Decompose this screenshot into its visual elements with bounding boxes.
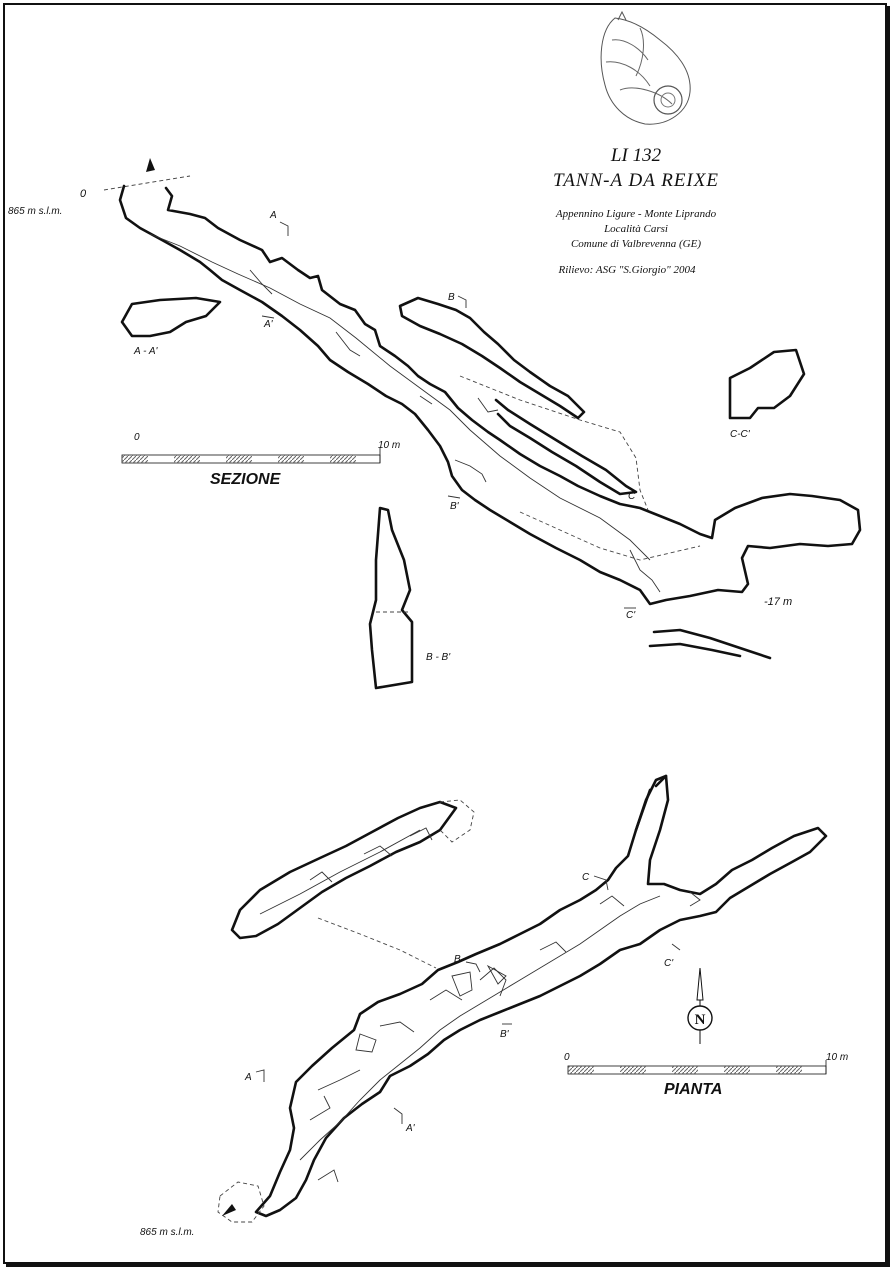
cave-id: LI 132: [610, 145, 662, 166]
marker-A: A: [270, 210, 277, 221]
section-scale-end: 10 m: [378, 440, 401, 451]
cross-section-C-shape: [730, 350, 804, 418]
cave-name: TANN-A DA REIXE: [553, 170, 719, 191]
plan-marker-C: C: [582, 872, 590, 883]
north-label: N: [694, 1012, 706, 1028]
plan-entrance-altitude: 865 m s.l.m.: [140, 1227, 195, 1238]
section-entrance-altitude: 865 m s.l.m.: [8, 206, 63, 217]
cross-section-B-shape: [370, 508, 412, 688]
plan-entrance-arrow-icon: [222, 1204, 236, 1216]
section-scale-bar: [122, 432, 400, 463]
cross-section-C-label: C-C': [730, 429, 750, 440]
section-scale-start: 0: [134, 432, 140, 443]
marker-B-prime: B': [450, 501, 459, 512]
plan-marker-B: B: [454, 954, 461, 965]
section-depth-zero: 0: [80, 188, 87, 200]
plan-view: [140, 776, 848, 1238]
plan-marker-B-prime: B': [500, 1029, 509, 1040]
marker-C: C: [628, 491, 636, 502]
plan-title: PIANTA: [664, 1081, 723, 1098]
entrance-arrow-icon: [146, 158, 155, 172]
plan-scale-start: 0: [564, 1052, 570, 1063]
marker-C-prime: C': [626, 610, 636, 621]
plan-scale-end: 10 m: [826, 1052, 849, 1063]
plan-marker-A-prime: A': [406, 1123, 415, 1134]
cross-section-A-label: A - A': [134, 346, 158, 357]
section-title: SEZIONE: [210, 471, 281, 488]
region-label: Appennino Ligure - Monte Liprando: [555, 208, 717, 220]
marker-A-prime: A': [264, 319, 273, 330]
section-bottom-depth: -17 m: [764, 596, 793, 608]
section-view: [8, 158, 860, 688]
plan-scale-bar: [564, 1052, 848, 1074]
marker-B: B: [448, 292, 455, 303]
cross-section-B-label: B - B': [426, 652, 451, 663]
cross-section-A-shape: [122, 298, 220, 336]
north-arrow-icon: [688, 968, 712, 1044]
plan-marker-A: A: [245, 1072, 252, 1083]
survey-credit: Rilievo: ASG "S.Giorgio" 2004: [558, 264, 696, 276]
plan-marker-C-prime: C': [664, 958, 674, 969]
speleo-logo-icon: [601, 12, 690, 124]
municipality-label: Comune di Valbrevenna (GE): [570, 238, 702, 250]
locality-label: Località Carsi: [604, 223, 668, 235]
